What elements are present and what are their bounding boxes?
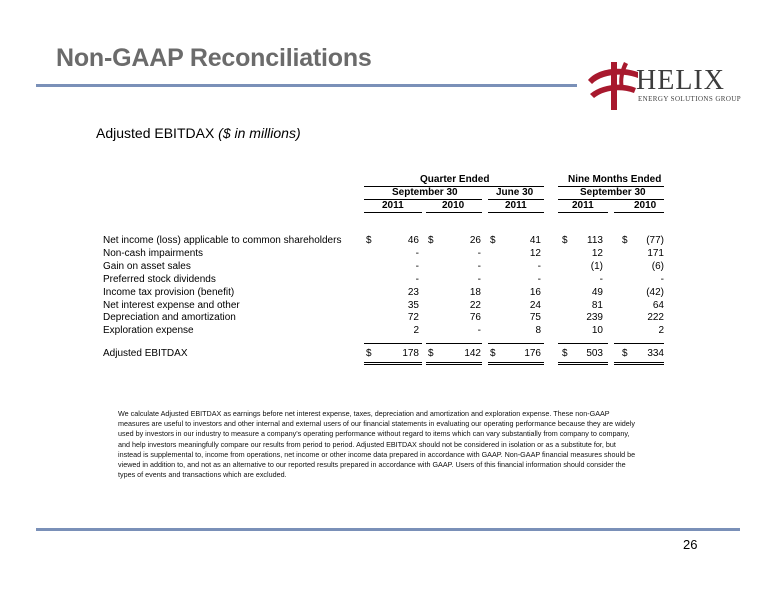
total-rule [364,343,422,344]
page-title: Non-GAAP Reconciliations [56,44,372,72]
table-row-value: 75 [529,312,541,324]
table-row-value: 2 [413,325,419,337]
table-row-value: 239 [586,312,603,324]
year-header: 2010 [442,200,465,211]
table-row-value: (1) [590,260,603,272]
table-row-value: 2 [658,325,664,337]
table-row-value: 22 [469,299,481,311]
table-row-value: - [477,273,481,285]
double-rule [364,362,422,363]
total-row-currency: $ [622,348,628,359]
total-row-currency: $ [366,348,372,359]
header-underline [488,212,544,213]
double-rule [558,364,608,365]
table-row-currency: $ [562,235,568,246]
header-june-30: June 30 [496,187,534,198]
table-row-value: - [477,247,481,259]
table-row-label: Depreciation and amortization [103,312,236,324]
page-number: 26 [683,537,698,552]
table-row-value: 41 [529,235,541,246]
year-header: 2011 [572,200,594,211]
total-row-currency: $ [490,348,496,359]
logo-tagline: ENERGY SOLUTIONS GROUP [638,95,742,103]
header-september-30-9m: September 30 [580,187,646,198]
header-underline [364,212,422,213]
table-row-label: Net interest expense and other [103,299,240,311]
table-row-currency: $ [366,235,372,246]
footnote-text: We calculate Adjusted EBITDAX as earnings before net interest expense, taxes, depreciation and amortization and exploration expense. These non-GAAP measures are useful to investors and other internal and external users of our financial statements in evaluating our operating performance because they are widely used by investors in our industry to measure a company’s operating performance without regard to items which can vary substantially from company to company, and help investors meaningfully compare our results from period to period. Adjusted EBITDAX should not be considered in isolation or as a substitute for, but instead is supplemental to, income from operations, net income or other income data prepared in accordance with GAAP. Non-GAAP financial measures should be viewed in addition to, and not as an alternative to our reported results prepared in accordance with GAAP. Users of this financial information should consider the types of events and transactions which are excluded. [118,409,636,480]
table-row-value: 16 [529,286,541,298]
table-row-value: - [415,260,419,272]
table-row-value: 171 [647,247,664,259]
double-rule [488,364,544,365]
table-row-value: (77) [646,235,664,246]
double-rule [558,362,608,363]
table-row-label: Preferred stock dividends [103,273,216,285]
double-rule [488,362,544,363]
table-row-value: 12 [529,247,541,259]
table-row-value: 49 [591,286,603,298]
table-row-value: - [415,247,419,259]
header-underline [558,212,608,213]
total-rule [558,343,608,344]
year-header: 2011 [382,200,404,211]
header-quarter-ended: Quarter Ended [420,174,490,185]
total-rule [426,343,482,344]
table-row-value: 113 [587,235,603,246]
total-row-value: 142 [464,348,481,359]
table-row-value: 222 [647,312,664,324]
table-row-value: 24 [529,299,541,311]
table-row-currency: $ [490,235,496,246]
total-row-label: Adjusted EBITDAX [103,348,188,359]
total-rule [614,343,664,344]
double-rule [426,364,482,365]
year-header: 2011 [505,200,527,211]
table-row-currency: $ [622,235,628,246]
table-row-label: Income tax provision (benefit) [103,286,235,298]
table-row-value: 26 [469,235,481,246]
total-row-value: 503 [586,348,603,359]
table-row-value: - [415,273,419,285]
header-underline [426,212,482,213]
total-row-value: 176 [524,348,541,359]
table-row-value: 23 [407,286,419,298]
double-rule [614,364,664,365]
table-row-value: 8 [535,325,541,337]
header-september-30-q: September 30 [392,187,458,198]
table-row-value: - [599,273,603,285]
table-row-value: 10 [591,325,603,337]
table-row-value: (6) [651,260,664,272]
table-row-value: - [537,273,541,285]
subtitle-main: Adjusted EBITDAX [96,125,219,141]
table-row-value: (42) [646,286,664,298]
table-row-value: - [537,260,541,272]
table-row-value: - [477,325,481,337]
table-row-value: - [660,273,664,285]
table-row-label: Exploration expense [103,325,194,337]
table-row-value: 12 [591,247,603,259]
year-header: 2010 [634,200,657,211]
double-rule [426,362,482,363]
table-row-value: 72 [407,312,419,324]
total-row-value: 178 [402,348,419,359]
double-rule [364,364,422,365]
logo-wordmark: HELIX [636,65,725,96]
table-row-label: Non-cash impairments [103,247,204,259]
table-row-label: Net income (loss) applicable to common shareholders [103,235,342,246]
header-nine-months: Nine Months Ended [568,174,662,185]
table-row-label: Gain on asset sales [103,260,191,272]
table-row-value: 64 [652,299,664,311]
subtitle-units: ($ in millions) [218,125,301,141]
total-rule [488,343,544,344]
table-row-value: 18 [469,286,481,298]
total-row-currency: $ [428,348,434,359]
total-row-value: 334 [647,348,664,359]
table-row-value: - [477,260,481,272]
footer-divider [36,528,740,531]
header-underline [614,212,664,213]
table-row-value: 46 [407,235,419,246]
total-row-currency: $ [562,348,568,359]
table-row-value: 35 [407,299,419,311]
table-row-currency: $ [428,235,434,246]
double-rule [614,362,664,363]
table-row-value: 81 [591,299,603,311]
table-row-value: 76 [469,312,481,324]
